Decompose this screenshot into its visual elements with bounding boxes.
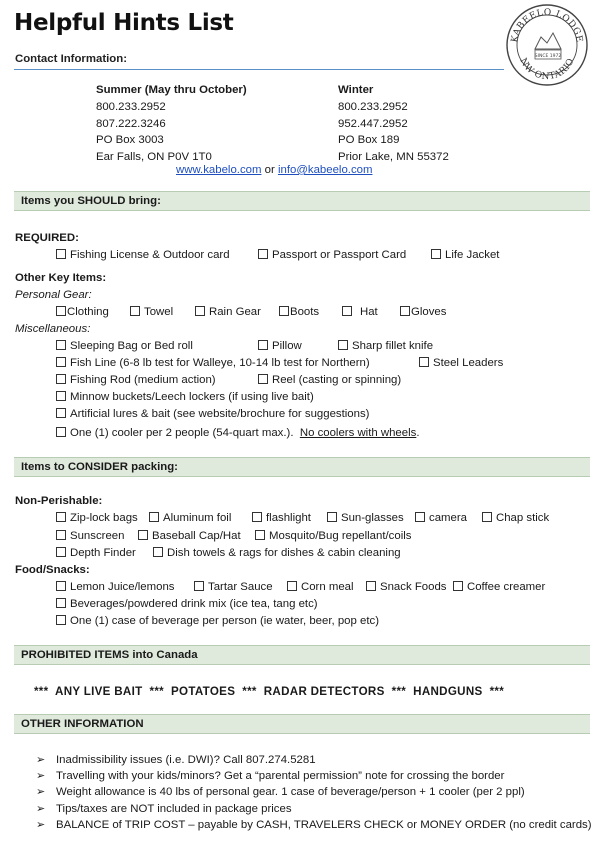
contact-label: Contact Information: xyxy=(15,53,127,65)
svg-text:KABEELO LODGE xyxy=(510,8,584,43)
checkbox[interactable] xyxy=(138,530,148,540)
or-text: or xyxy=(264,164,275,176)
misc-item[interactable]: Steel Leaders xyxy=(419,357,503,369)
misc-item[interactable]: Reel (casting or spinning) xyxy=(258,374,401,386)
checkbox[interactable] xyxy=(56,306,66,316)
personal-item[interactable]: Gloves xyxy=(400,306,446,318)
checkbox[interactable] xyxy=(194,581,204,591)
nonperishable-item[interactable]: flashlight xyxy=(252,512,311,524)
summer-po-box: PO Box 3003 xyxy=(96,134,164,147)
personal-item[interactable]: Boots xyxy=(279,306,319,318)
winter-po-box: PO Box 189 xyxy=(338,134,400,147)
nonperishable-item[interactable]: Sunscreen xyxy=(56,530,124,542)
checkbox[interactable] xyxy=(366,581,376,591)
food-snacks-label: Food/Snacks: xyxy=(15,564,90,576)
logo-top-text: KABEELO LODGE xyxy=(510,7,585,44)
info-item: ➢ Travelling with your kids/minors? Get a “parental permission” note for crossing the border xyxy=(36,770,505,782)
misc-label: Miscellaneous: xyxy=(15,323,91,335)
summer-heading: Summer (May thru October) xyxy=(96,84,247,96)
food-item[interactable]: Snack Foods xyxy=(366,581,446,593)
required-item[interactable]: Life Jacket xyxy=(431,249,499,261)
website-link[interactable]: www.kabelo.com xyxy=(176,164,262,176)
logo-bottom-text: NW ONTARIO xyxy=(517,56,577,83)
checkbox[interactable] xyxy=(56,408,66,418)
nonperishable-item[interactable]: Chap stick xyxy=(482,512,549,524)
checkbox[interactable] xyxy=(149,512,159,522)
arrow-bullet-icon: ➢ xyxy=(36,754,46,766)
misc-item[interactable]: Pillow xyxy=(258,340,302,352)
checkbox[interactable] xyxy=(431,249,441,259)
checkbox[interactable] xyxy=(255,530,265,540)
arrow-bullet-icon: ➢ xyxy=(36,819,46,831)
arrow-bullet-icon: ➢ xyxy=(36,770,46,782)
lodge-logo xyxy=(505,3,589,87)
page-title: Helpful Hints List xyxy=(14,10,234,36)
svg-text:NW ONTARIO xyxy=(517,57,576,82)
nonperishable-item[interactable]: Mosquito/Bug repellant/coils xyxy=(255,530,411,542)
checkbox[interactable] xyxy=(56,340,66,350)
checkbox[interactable] xyxy=(56,598,66,608)
misc-item[interactable]: Sleeping Bag or Bed roll xyxy=(56,340,193,352)
checkbox[interactable] xyxy=(415,512,425,522)
summer-city: Ear Falls, ON P0V 1T0 xyxy=(96,151,212,164)
summer-phone-1: 800.233.2952 xyxy=(96,100,166,113)
winter-contact xyxy=(338,82,449,166)
arrow-bullet-icon: ➢ xyxy=(36,803,46,815)
food-item[interactable]: Beverages/powdered drink mix (ice tea, tang etc) xyxy=(56,598,318,610)
checkbox[interactable] xyxy=(453,581,463,591)
required-item[interactable]: Fishing License & Outdoor card xyxy=(56,249,230,261)
winter-heading: Winter xyxy=(338,84,374,96)
checkbox[interactable] xyxy=(56,581,66,591)
required-item[interactable]: Passport or Passport Card xyxy=(258,249,406,261)
required-label: REQUIRED: xyxy=(15,232,79,244)
winter-city: Prior Lake, MN 55372 xyxy=(338,151,449,164)
section-prohibited xyxy=(14,645,590,665)
section-should-bring-title: Items you SHOULD bring: xyxy=(21,195,161,207)
cooler-note: No coolers with wheels xyxy=(299,427,417,439)
other-key-items-label: Other Key Items: xyxy=(15,272,107,284)
misc-item[interactable]: Sharp fillet knife xyxy=(338,340,433,352)
checkbox[interactable] xyxy=(258,249,268,259)
checkbox[interactable] xyxy=(342,306,352,316)
nonperishable-item[interactable]: Baseball Cap/Hat xyxy=(138,530,241,542)
checkbox[interactable] xyxy=(287,581,297,591)
checkbox[interactable] xyxy=(400,306,410,316)
misc-item[interactable]: Fish Line (6-8 lb test for Walleye, 10-14 lb test for Northern) xyxy=(56,357,370,369)
section-other-info-title: OTHER INFORMATION xyxy=(21,718,144,730)
personal-item[interactable]: Rain Gear xyxy=(195,306,261,318)
checkbox[interactable] xyxy=(56,249,66,259)
email-link[interactable]: info@kabeelo.com xyxy=(277,164,373,176)
checkbox[interactable] xyxy=(338,340,348,350)
food-item[interactable]: Corn meal xyxy=(287,581,354,593)
winter-phone-2: 952.447.2952 xyxy=(338,117,408,130)
food-item[interactable]: Lemon Juice/lemons xyxy=(56,581,174,593)
personal-gear-label: Personal Gear: xyxy=(15,289,92,301)
checkbox[interactable] xyxy=(258,374,268,384)
checkbox[interactable] xyxy=(327,512,337,522)
misc-item[interactable]: Fishing Rod (medium action) xyxy=(56,374,216,386)
info-item: ➢ Inadmissibility issues (i.e. DWI)? Call 807.274.5281 xyxy=(36,754,316,766)
personal-item[interactable]: Towel xyxy=(130,306,173,318)
nonperishable-item[interactable]: Dish towels & rags for dishes & cabin cleaning xyxy=(153,547,401,559)
checkbox[interactable] xyxy=(279,306,289,316)
misc-item[interactable]: Artificial lures & bait (see website/brochure for suggestions) xyxy=(56,408,369,420)
section-should-bring xyxy=(14,191,590,211)
section-prohibited-title: PROHIBITED ITEMS into Canada xyxy=(21,649,198,661)
checkbox[interactable] xyxy=(153,547,163,557)
checkbox[interactable] xyxy=(195,306,205,316)
nonperishable-item[interactable]: Zip-lock bags xyxy=(56,512,138,524)
summer-phone-2: 807.222.3246 xyxy=(96,117,166,130)
info-item: ➢ Tips/taxes are NOT included in package prices xyxy=(36,803,292,815)
personal-item[interactable]: Clothing xyxy=(56,306,109,318)
checkbox[interactable] xyxy=(56,530,66,540)
info-item: ➢ BALANCE of TRIP COST – payable by CASH, TRAVELERS CHECK or MONEY ORDER (no credit cards) xyxy=(36,819,592,831)
section-consider xyxy=(14,457,590,477)
checkbox[interactable] xyxy=(56,391,66,401)
checkbox[interactable] xyxy=(56,357,66,367)
logo-center-text: SINCE 1972 xyxy=(534,54,562,59)
food-item[interactable]: Coffee creamer xyxy=(453,581,545,593)
checkbox[interactable] xyxy=(56,615,66,625)
winter-phone-1: 800.233.2952 xyxy=(338,100,408,113)
checkbox[interactable] xyxy=(56,547,66,557)
food-item[interactable]: One (1) case of beverage per person (ie water, beer, pop etc) xyxy=(56,615,379,627)
contact-links xyxy=(176,164,372,176)
section-other-info xyxy=(14,714,590,734)
checkbox[interactable] xyxy=(130,306,140,316)
checkbox[interactable] xyxy=(56,512,66,522)
checkbox[interactable] xyxy=(482,512,492,522)
misc-item[interactable]: Minnow buckets/Leech lockers (if using live bait) xyxy=(56,391,314,403)
checkbox[interactable] xyxy=(56,427,66,437)
non-perishable-label: Non-Perishable: xyxy=(15,495,103,507)
nonperishable-item[interactable]: Aluminum foil xyxy=(149,512,231,524)
arrow-bullet-icon: ➢ xyxy=(36,786,46,798)
checkbox[interactable] xyxy=(56,374,66,384)
summer-contact xyxy=(96,82,247,166)
nonperishable-item[interactable]: Sun-glasses xyxy=(327,512,404,524)
personal-item[interactable]: Hat xyxy=(342,306,378,318)
nonperishable-item[interactable]: camera xyxy=(415,512,467,524)
checkbox[interactable] xyxy=(419,357,429,367)
checkbox[interactable] xyxy=(258,340,268,350)
nonperishable-item[interactable]: Depth Finder xyxy=(56,547,136,559)
checkbox[interactable] xyxy=(252,512,262,522)
prohibited-items-text: *** ANY LIVE BAIT *** POTATOES *** RADAR DETECTORS *** HANDGUNS *** xyxy=(34,685,505,698)
info-item: ➢ Weight allowance is 40 lbs of personal gear. 1 case of beverage/person + 1 cooler (per 2 ppl) xyxy=(36,786,525,798)
food-item[interactable]: Tartar Sauce xyxy=(194,581,273,593)
contact-divider xyxy=(14,69,504,70)
section-consider-title: Items to CONSIDER packing: xyxy=(21,461,178,473)
misc-item-cooler[interactable]: One (1) cooler per 2 people (54-quart max.). No coolers with wheels. xyxy=(56,427,420,439)
